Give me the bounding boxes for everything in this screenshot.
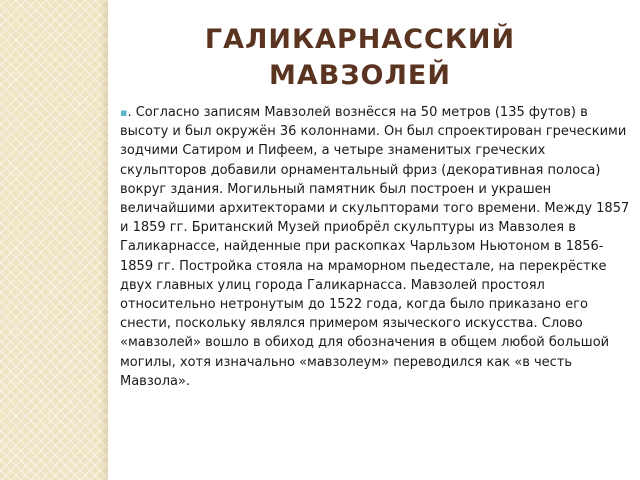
bullet-icon: ▪	[120, 106, 128, 119]
decorative-side-band	[0, 0, 111, 480]
slide-title: ГАЛИКАРНАССКИЙ МАВЗОЛЕЙ	[204, 24, 516, 91]
slide-body-text	[120, 103, 630, 391]
body-paragraph: . Согласно записям Мавзолей вознёсся на 50 метров (135 футов) в высоту и был окружён 36 колоннами. Он был спроектирован греческими зодчими Сатиром и Пифеем, а четыре знаменитых греческих скульпторов добавили орнаментальный фриз (декоративная полоса) вокруг здания. Могильный памятник был построен и украшен величайшими архитекторами и скульпторами того времени. Между 1857 и 1859 гг. Британский Музей приобрёл скульптуры из Мавзолея в Галикарнассе, найденные при раскопках Чарльзом Ньютоном в 1856-1859 гг. Постройка стояла на мраморном пьедестале, на перекрёстке двух главных улиц города Галикарнасса. Мавзолей простоял относительно нетронутым до 1522 года, когда было приказано его снести, поскольку являлся примером языческого искусства. Слово «мавзолей» вошло в обиход для обозначения в общем любой большой могилы, хотя изначально «мавзолеум» переводился как «в честь Мавзола».	[120, 105, 630, 389]
